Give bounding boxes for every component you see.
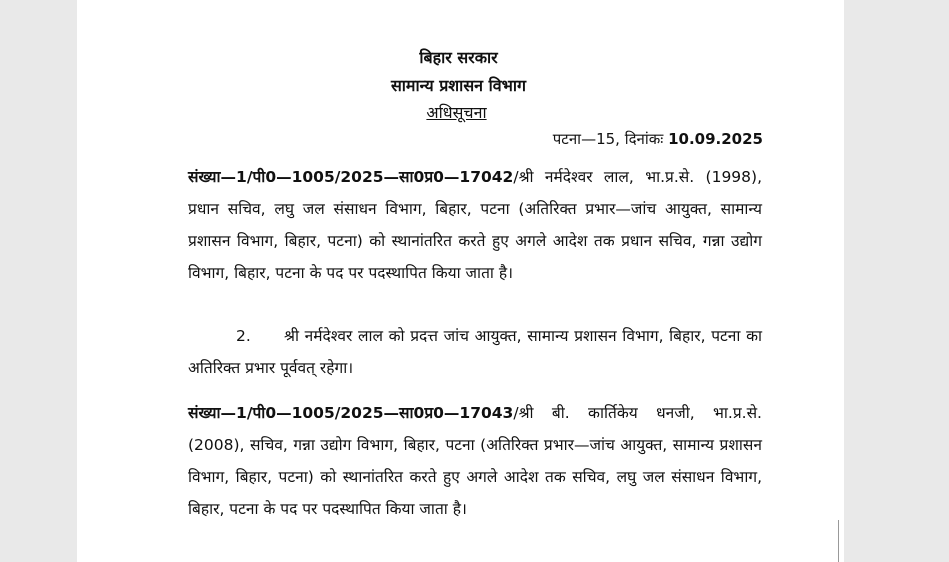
department-heading: सामान्य प्रशासन विभाग	[390, 76, 527, 95]
notice-title: अधिसूचना	[426, 103, 487, 122]
order-paragraph-1	[188, 161, 762, 289]
order-text: /श्री बी. कार्तिकेय धनजी, भा.प्र.से. (2008), सचिव, गन्ना उद्योग विभाग, बिहार, पटना (अतिरिक्त प्रभार—जांच आयुक्त, सामान्य प्रशासन विभाग, बिहार, पटना) को स्थानांतरित करते हुए अगले आदेश तक सचिव, लघु जल संसाधन विभाग, बिहार, पटना के पद पर पदस्थापित किया जाता है।	[188, 404, 762, 518]
order-reference-number: संख्या—1/पी0—1005/2025—सा0प्र0—17042	[188, 168, 514, 186]
paragraph-number: 2.	[236, 327, 251, 345]
government-heading: बिहार सरकार	[419, 48, 498, 67]
order-text: /श्री नर्मदेश्वर लाल, भा.प्र.से. (1998), प्रधान सचिव, लघु जल संसाधन विभाग, बिहार, पटना (अतिरिक्त प्रभार—जांच आयुक्त, सामान्य प्रशासन विभाग, बिहार, पटना) को स्थानांतरित करते हुए अगले आदेश तक प्रधान सचिव, गन्ना उद्योग विभाग, बिहार, पटना के पद पर पदस्थापित किया जाता है।	[188, 168, 762, 282]
document-page	[77, 0, 844, 562]
order-reference-number: संख्या—1/पी0—1005/2025—सा0प्र0—17043	[188, 404, 514, 422]
page-edge-shadow	[838, 520, 839, 562]
order-text: श्री नर्मदेश्वर लाल को प्रदत्त जांच आयुक्त, सामान्य प्रशासन विभाग, बिहार, पटना का अतिरिक्त प्रभार पूर्ववत् रहेगा।	[188, 327, 762, 377]
dateline	[553, 129, 763, 149]
order-paragraph-2	[188, 320, 762, 384]
order-paragraph-3	[188, 397, 762, 525]
dateline-place: पटना—15, दिनांकः	[552, 130, 664, 148]
dateline-date: 10.09.2025	[668, 130, 763, 148]
